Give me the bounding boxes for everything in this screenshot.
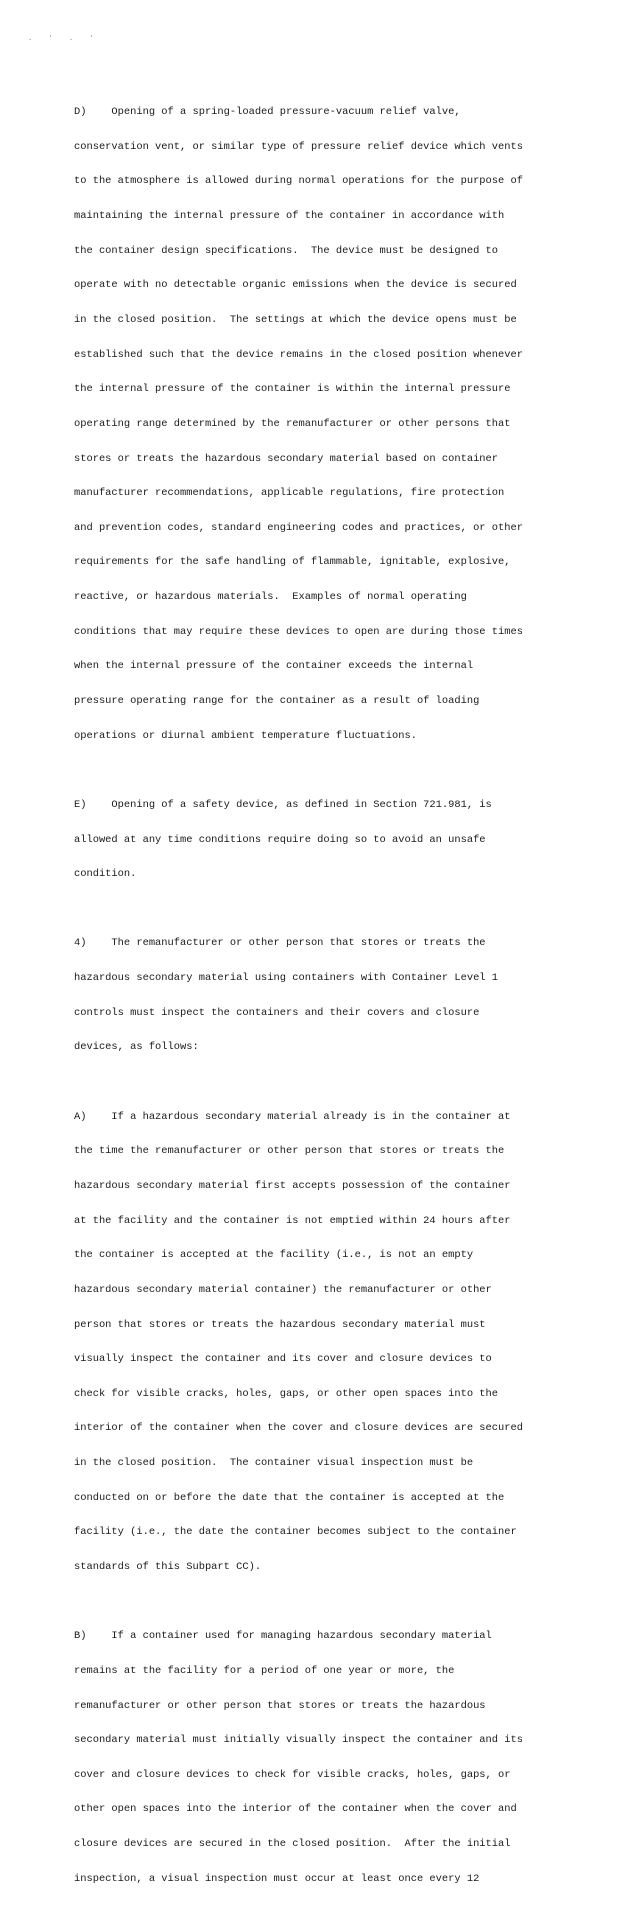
text-line: interior of the container when the cover and closure devices are secured	[74, 1422, 523, 1435]
text-line: hazardous secondary material using containers with Container Level 1	[74, 972, 499, 985]
text-line: at the facility and the container is not emptied within 24 hours after	[74, 1214, 511, 1227]
paragraph-a	[74, 1089, 604, 1597]
text-line: facility (i.e., the date the container becomes subject to the container	[74, 1526, 517, 1539]
text-line: secondary material must initially visually inspect the container and its	[74, 1734, 523, 1747]
text-line: operate with no detectable organic emissions when the device is secured	[74, 279, 517, 292]
text-line: closure devices are secured in the closed position. After the initial	[74, 1838, 511, 1851]
text-line: when the internal pressure of the container exceeds the internal	[74, 660, 474, 673]
text-line: cover and closure devices to check for visible cracks, holes, gaps, or	[74, 1768, 511, 1781]
text-line: operating range determined by the remanufacturer or other persons that	[74, 417, 511, 430]
text-line: established such that the device remains in the closed position whenever	[74, 348, 523, 361]
text-line: standards of this Subpart CC).	[74, 1561, 262, 1573]
text-line: in the closed position. The container visual inspection must be	[74, 1457, 474, 1470]
text-line: to the atmosphere is allowed during normal operations for the purpose of	[74, 175, 523, 188]
text-line: manufacturer recommendations, applicable regulations, fire protection	[74, 487, 505, 500]
text-line: in the closed position. The settings at which the device opens must be	[74, 313, 517, 326]
text-line: D) Opening of a spring-loaded pressure-vacuum relief valve,	[74, 106, 461, 119]
text-line: remains at the facility for a period of one year or more, the	[74, 1664, 455, 1677]
text-line: person that stores or treats the hazardous secondary material must	[74, 1318, 486, 1331]
text-line: maintaining the internal pressure of the container in accordance with	[74, 210, 505, 223]
paragraph-e	[74, 777, 604, 904]
text-line: conditions that may require these devices to open are during those times	[74, 625, 523, 638]
text-line: 4) The remanufacturer or other person that stores or treats the	[74, 937, 486, 950]
text-line: hazardous secondary material first accepts possession of the container	[74, 1179, 511, 1192]
text-line: controls must inspect the containers and their covers and closure	[74, 1006, 480, 1019]
scan-specks: . ' . '	[28, 34, 100, 42]
text-line: condition.	[74, 868, 137, 881]
text-line: the container design specifications. The device must be designed to	[74, 244, 499, 257]
text-line: and prevention codes, standard engineering codes and practices, or other	[74, 521, 523, 534]
text-line: B) If a container used for managing hazardous secondary material	[74, 1630, 492, 1643]
text-line: E) Opening of a safety device, as defined in Section 721.981, is	[74, 798, 492, 811]
text-line: the internal pressure of the container is within the internal pressure	[74, 383, 511, 396]
text-line: hazardous secondary material container) the remanufacturer or other	[74, 1283, 492, 1296]
text-line: check for visible cracks, holes, gaps, or other open spaces into the	[74, 1387, 499, 1400]
text-line: conducted on or before the date that the container is accepted at the	[74, 1491, 505, 1504]
text-line: A) If a hazardous secondary material already is in the container at	[74, 1110, 511, 1123]
text-line: allowed at any time conditions require doing so to avoid an unsafe	[74, 833, 486, 846]
text-line: stores or treats the hazardous secondary material based on container	[74, 452, 499, 465]
text-line: the container is accepted at the facility (i.e., is not an empty	[74, 1249, 474, 1262]
text-line: remanufacturer or other person that stores or treats the hazardous	[74, 1699, 486, 1712]
paragraph-b	[74, 1608, 604, 1908]
text-line: requirements for the safe handling of flammable, ignitable, explosive,	[74, 556, 511, 569]
paragraph-4	[74, 915, 604, 1077]
text-line: the time the remanufacturer or other person that stores or treats the	[74, 1145, 505, 1158]
text-line: inspection, a visual inspection must occur at least once every 12	[74, 1872, 480, 1885]
text-line: conservation vent, or similar type of pressure relief device which vents	[74, 140, 523, 153]
text-line: devices, as follows:	[74, 1041, 199, 1054]
paragraph-d	[74, 84, 604, 765]
document-body	[74, 84, 604, 1920]
text-line: operations or diurnal ambient temperature fluctuations.	[74, 729, 417, 742]
text-line: visually inspect the container and its cover and closure devices to	[74, 1353, 492, 1366]
text-line: other open spaces into the interior of the container when the cover and	[74, 1803, 517, 1816]
text-line: reactive, or hazardous materials. Examples of normal operating	[74, 591, 467, 604]
text-line: pressure operating range for the container as a result of loading	[74, 694, 480, 707]
